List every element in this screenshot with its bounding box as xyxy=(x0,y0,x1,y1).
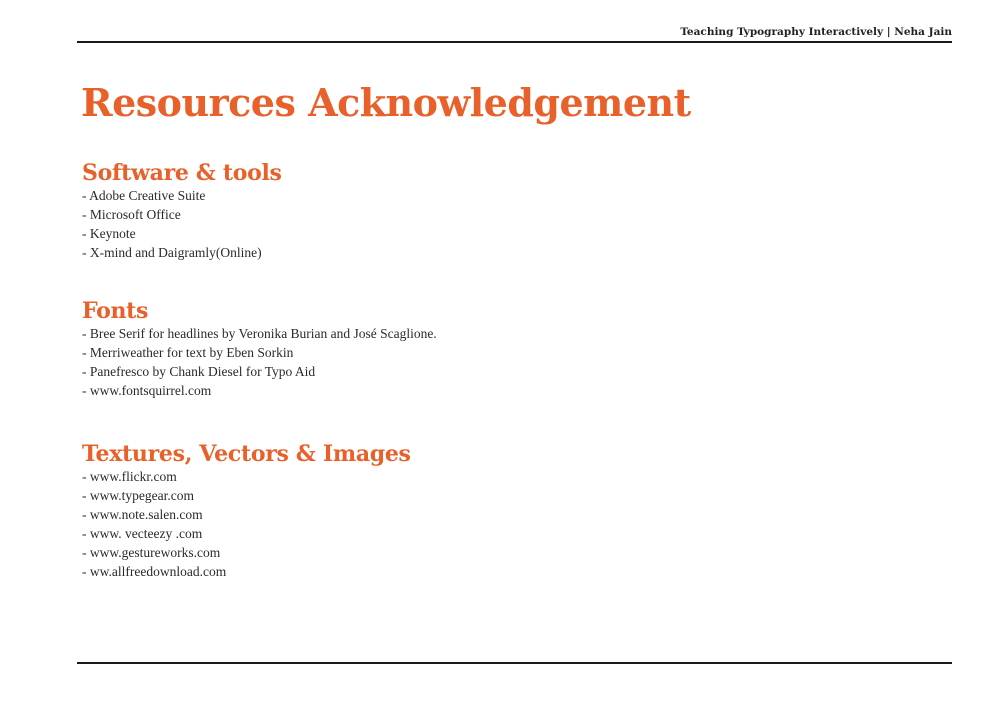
footer-divider xyxy=(77,662,952,664)
resource-list xyxy=(82,324,437,400)
list-item: - Merriweather for text by Eben Sorkin xyxy=(82,345,294,360)
section-textures-vectors-images xyxy=(82,441,411,581)
list-item: - Bree Serif for headlines by Veronika Burian and José Scaglione. xyxy=(82,326,437,341)
list-item: - ww.allfreedownload.com xyxy=(82,564,227,579)
section-fonts xyxy=(82,298,437,400)
list-item: - www.note.salen.com xyxy=(82,507,203,522)
list-item: - Keynote xyxy=(82,226,136,241)
list-item: - X-mind and Daigramly(Online) xyxy=(82,245,262,260)
header-divider xyxy=(77,41,952,43)
resource-list xyxy=(82,467,411,581)
page-title: Resources Acknowledgement xyxy=(81,80,691,125)
list-item: - www. vecteezy .com xyxy=(82,526,203,541)
resource-list xyxy=(82,186,282,262)
list-item: - Microsoft Office xyxy=(82,207,181,222)
section-software-tools xyxy=(82,160,282,262)
running-header: Teaching Typography Interactively | Neha Jain xyxy=(680,26,952,38)
list-item: - Panefresco by Chank Diesel for Typo Aid xyxy=(82,364,316,379)
section-heading: Textures, Vectors & Images xyxy=(82,441,411,467)
list-item: - Adobe Creative Suite xyxy=(82,188,206,203)
list-item: - www.gestureworks.com xyxy=(82,545,221,560)
list-item: - www.fontsquirrel.com xyxy=(82,383,212,398)
list-item: - www.typegear.com xyxy=(82,488,194,503)
section-heading: Fonts xyxy=(82,298,149,324)
section-heading: Software & tools xyxy=(82,160,282,186)
list-item: - www.flickr.com xyxy=(82,469,177,484)
